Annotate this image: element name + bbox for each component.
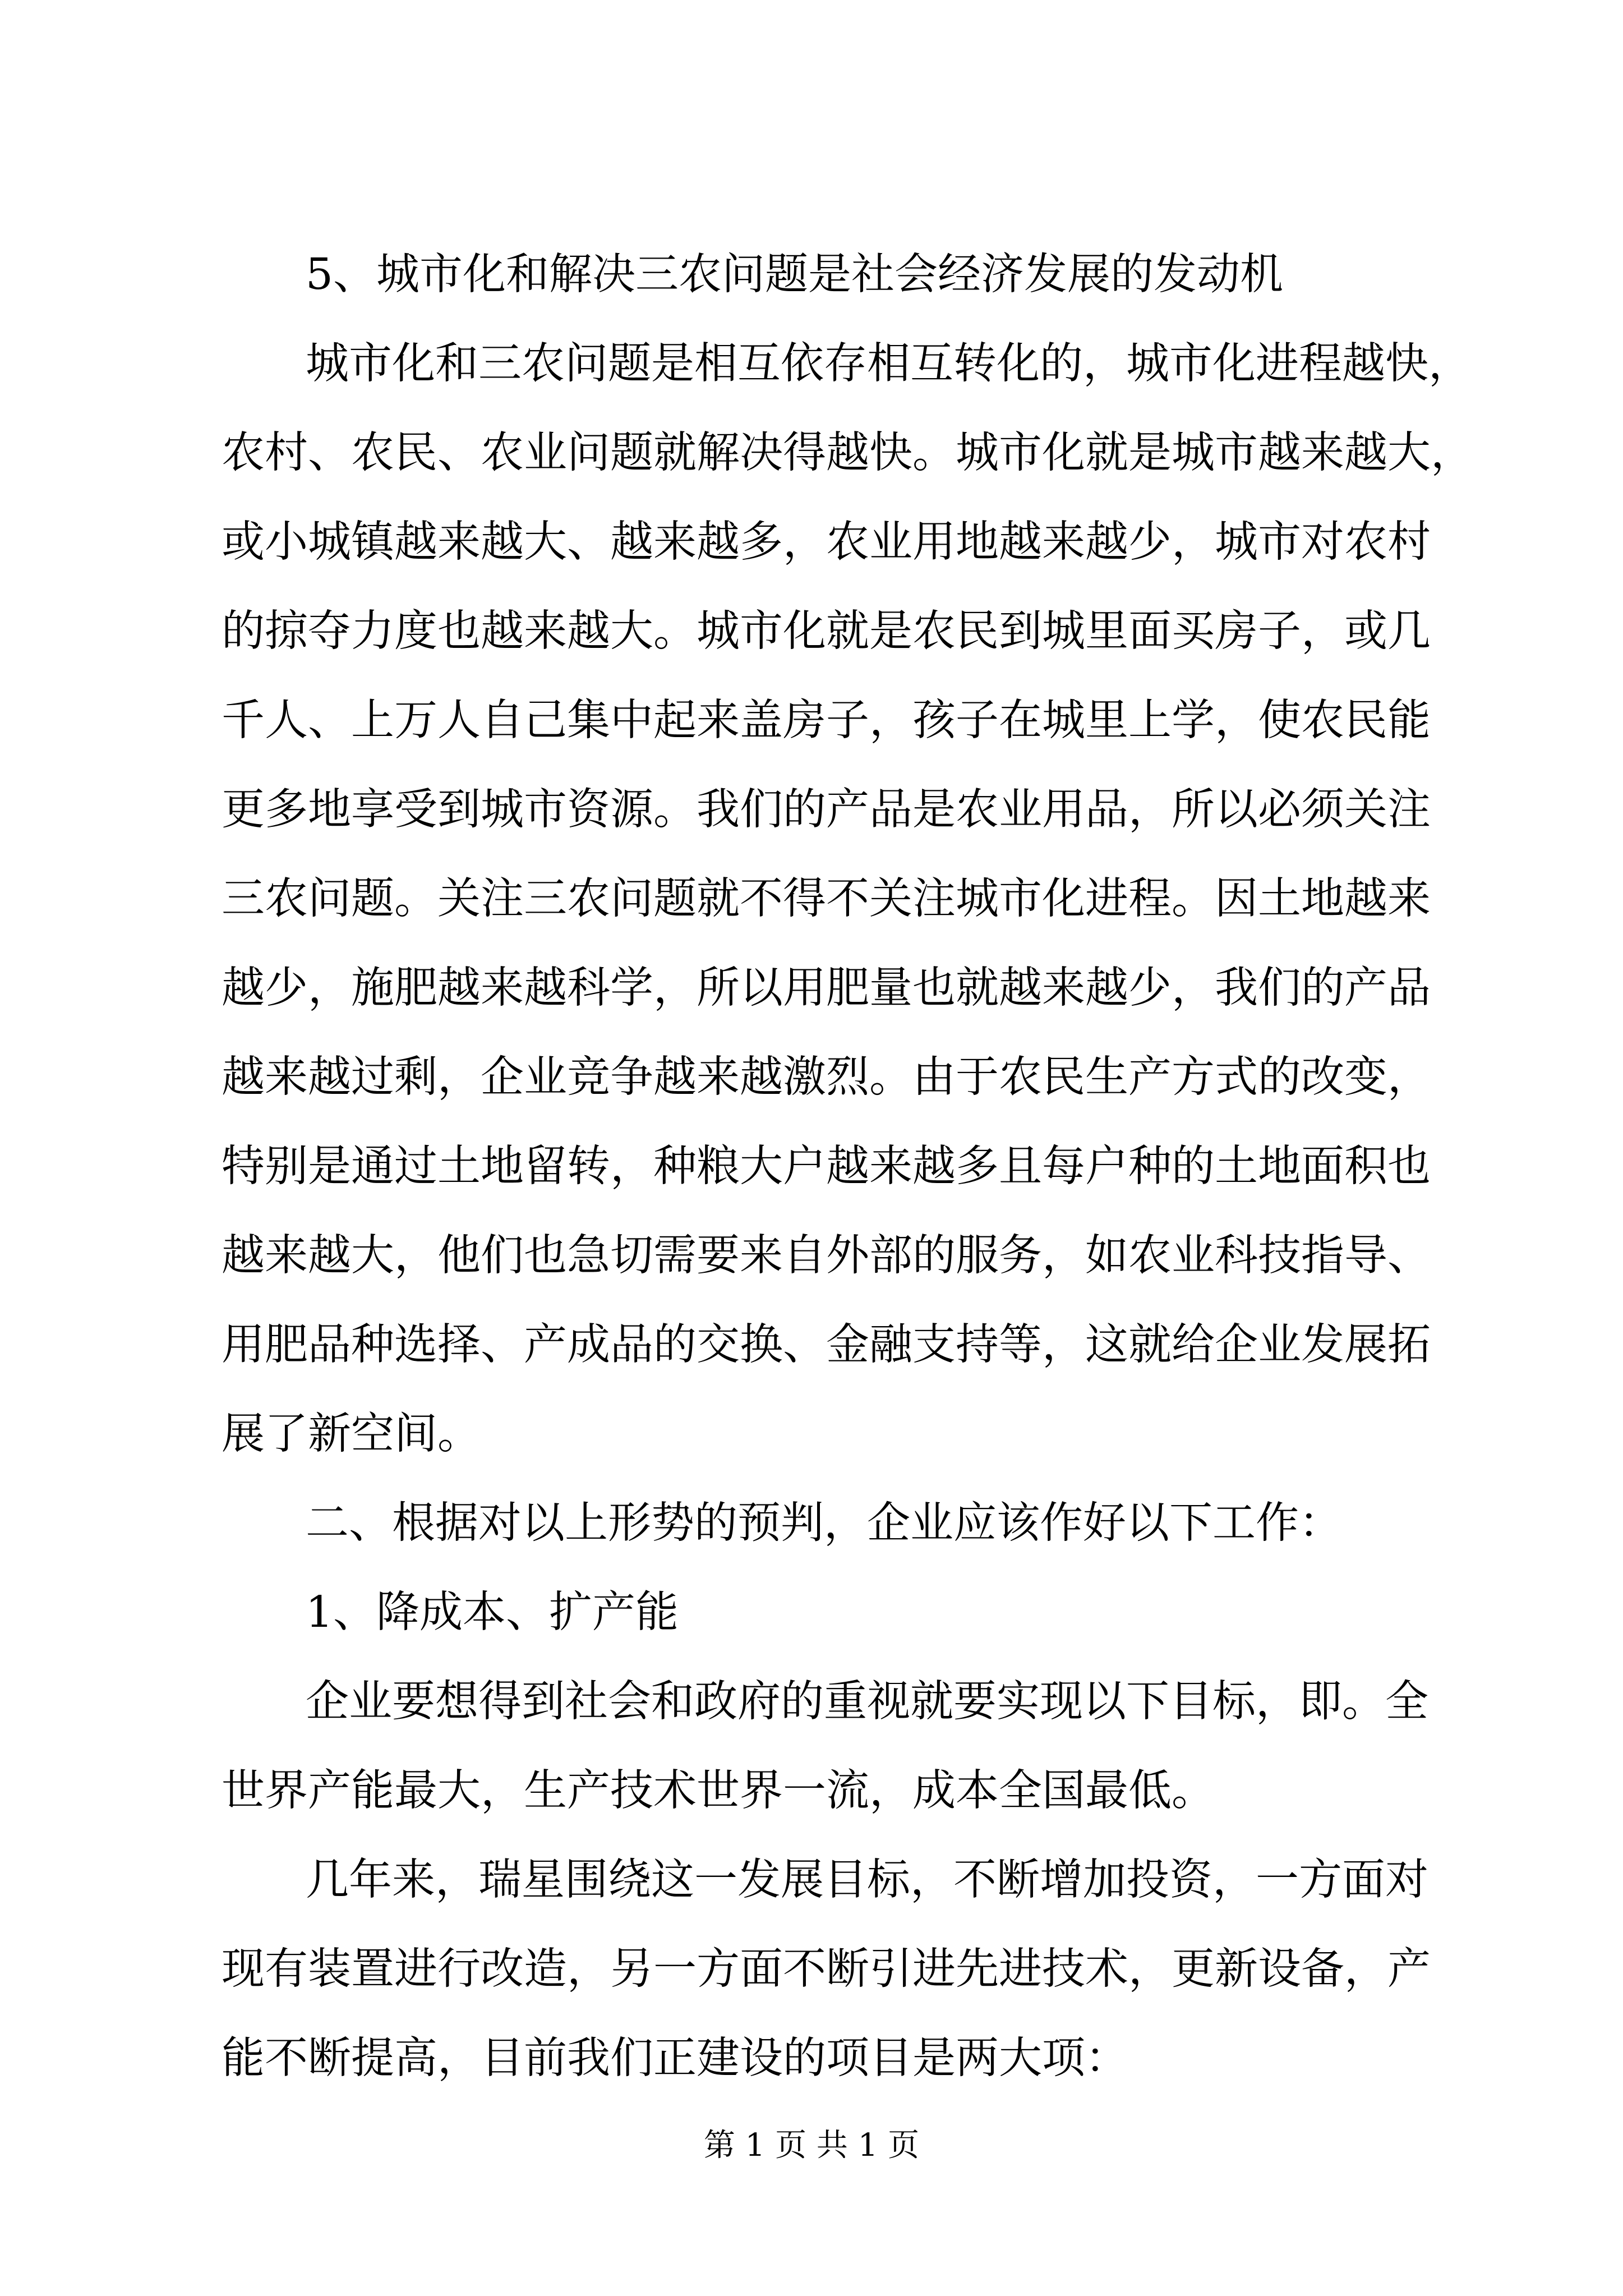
paragraph-line: 特别是通过土地留转，种粮大户越来越多且每户种的土地面积也 <box>222 1142 1431 1191</box>
paragraph-line: 农村、农民、农业问题就解决得越快。城市化就是城市越来越大， <box>222 428 1474 478</box>
paragraph-line: 企业要想得到社会和政府的重视就要实现以下目标，即。全 <box>306 1677 1428 1727</box>
paragraph-line: 千人、上万人自己集中起来盖房子，孩子在城里上学，使农民能 <box>222 696 1431 746</box>
heading-urbanization: 5、城市化和解决三农问题是社会经济发展的发动机 <box>306 250 1283 300</box>
paragraph-line: 现有装置进行改造，另一方面不断引进先进技术，更新设备，产 <box>222 1944 1431 1994</box>
subheading-reduce-cost: 1、降成本、扩产能 <box>306 1588 679 1637</box>
paragraph-line: 或小城镇越来越大、越来越多，农业用地越来越少，城市对农村 <box>222 517 1431 567</box>
paragraph-line: 更多地享受到城市资源。我们的产品是农业用品，所以必须关注 <box>222 785 1431 835</box>
paragraph-line: 世界产能最大，生产技术世界一流，成本全国最低。 <box>222 1766 1215 1816</box>
paragraph-line: 几年来，瑞星围绕这一发展目标，不断增加投资，一方面对 <box>306 1855 1428 1905</box>
section-heading-tasks: 二、根据对以上形势的预判，企业应该作好以下工作： <box>306 1498 1342 1548</box>
paragraph-line: 能不断提高，目前我们正建设的项目是两大项： <box>222 2033 1128 2083</box>
paragraph-line: 三农问题。关注三农问题就不得不关注城市化进程。因土地越来 <box>222 874 1431 924</box>
paragraph-line: 展了新空间。 <box>222 1409 481 1459</box>
paragraph-line: 越来越大，他们也急切需要来自外部的服务，如农业科技指导、 <box>222 1231 1431 1281</box>
paragraph-line: 城市化和三农问题是相互依存相互转化的，城市化进程越快， <box>306 339 1472 389</box>
paragraph-line: 用肥品种选择、产成品的交换、金融支持等，这就给企业发展拓 <box>222 1320 1431 1370</box>
paragraph-line: 越来越过剩，企业竞争越来越激烈。由于农民生产方式的改变， <box>222 1052 1431 1102</box>
page-footer: 第 1 页 共 1 页 <box>703 2127 920 2164</box>
paragraph-line: 的掠夺力度也越来越大。城市化就是农民到城里面买房子，或几 <box>222 606 1431 656</box>
paragraph-line: 越少，施肥越来越科学，所以用肥量也就越来越少，我们的产品 <box>222 963 1431 1013</box>
